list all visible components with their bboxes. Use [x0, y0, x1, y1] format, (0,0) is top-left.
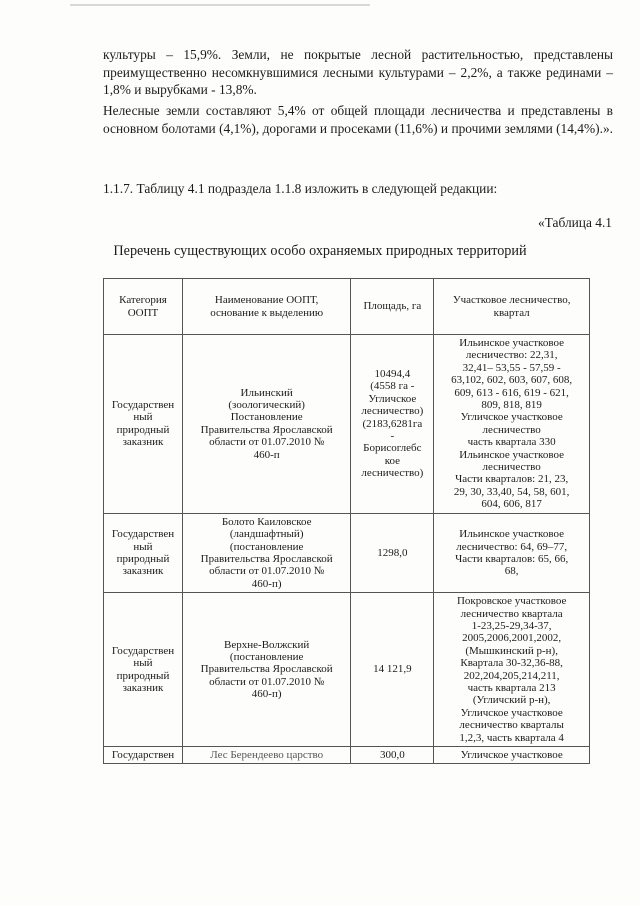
- cell-forestry: Ильинское участковое лесничество: 64, 69–77, Части кварталов: 65, 66, 68,: [434, 513, 590, 592]
- header-name: Наименование ООПТ, основание к выделению: [182, 279, 350, 335]
- cell-forestry: Покровское участковое лесничество квартала 1-23,25-29,34-37, 2005,2006,2001,2002, (Мышкинский р-н), Квартала 30-32,36-88, 202,204,205,214,211, часть квартала 213 (Угличский р-н), Угличское участковое лесничество кварталы 1,2,3, часть квартала 4: [434, 593, 590, 747]
- cell-category: Государствен: [104, 747, 183, 764]
- cell-category: Государствен ный природный заказник: [104, 593, 183, 747]
- cell-forestry: Ильинское участковое лесничество: 22,31, 32,41– 53,55 - 57,59 - 63,102, 602, 603, 607, 608, 609, 613 - 616, 619 - 621, 809, 818, 819 Угличское участковое лесничество часть квартала 330 Ильинское участковое лесничество Части кварталов: 21, 23, 29, 30, 33,40, 54, 58, 601, 604, 606, 817: [434, 335, 590, 514]
- cell-area: 10494,4 (4558 га - Угличское лесничество) (2183,6281га - Борисоглебс кое лесничество): [351, 335, 434, 514]
- cell-name: Верхне-Волжский (постановление Правительства Ярославской области от 01.07.2010 № 460-п): [182, 593, 350, 747]
- cell-name: Болото Каиловское (ландшафтный) (постановление Правительства Ярославской области от 01.07.2010 № 460-п): [182, 513, 350, 592]
- protected-areas-table: [103, 278, 590, 764]
- cell-area: 1298,0: [351, 513, 434, 592]
- cell-category: Государствен ный природный заказник: [104, 335, 183, 514]
- cell-area: 14 121,9: [351, 593, 434, 747]
- cell-forestry: Угличское участковое: [434, 747, 590, 764]
- cell-category: Государствен ный природный заказник: [104, 513, 183, 592]
- cell-name: Лес Берендеево царство: [182, 747, 350, 764]
- table-row: [104, 335, 590, 514]
- table-header-row: [104, 279, 590, 335]
- paragraph-nonforest-land: [103, 102, 613, 137]
- cell-area: 300,0: [351, 747, 434, 764]
- scan-top-mark: [70, 4, 370, 6]
- paragraph-forest-cover: [103, 46, 613, 99]
- paragraph-amendment: 1.1.7. Таблицу 4.1 подраздела 1.1.8 изложить в следующей редакции:: [103, 181, 498, 196]
- table-row: [104, 593, 590, 747]
- table-number: «Таблица 4.1: [537, 215, 612, 230]
- header-forestry: Участковое лесничество, квартал: [434, 279, 590, 335]
- cell-name: Ильинский (зоологический) Постановление Правительства Ярославской области от 01.07.2010 № 460-п: [182, 335, 350, 514]
- paragraph-text: культуры – 15,9%. Земли, не покрытые лесной растительностью, представлены преимущественно несомкнувшимися лесными культурами – 2,2%, а также рединами – 1,8% и вырубками - 13,8%.: [103, 47, 613, 97]
- header-category: Категория ООПТ: [104, 279, 183, 335]
- paragraph-text: Нелесные земли составляют 5,4% от общей площади лесничества и представлены в основном болотами (4,1%), дорогами и просеками (11,6%) и прочими землями (14,4%).».: [103, 103, 613, 136]
- table-row: [104, 513, 590, 592]
- table-title: Перечень существующих особо охраняемых природных территорий: [113, 243, 527, 259]
- header-area: Площадь, га: [351, 279, 434, 335]
- table-row: [104, 747, 590, 764]
